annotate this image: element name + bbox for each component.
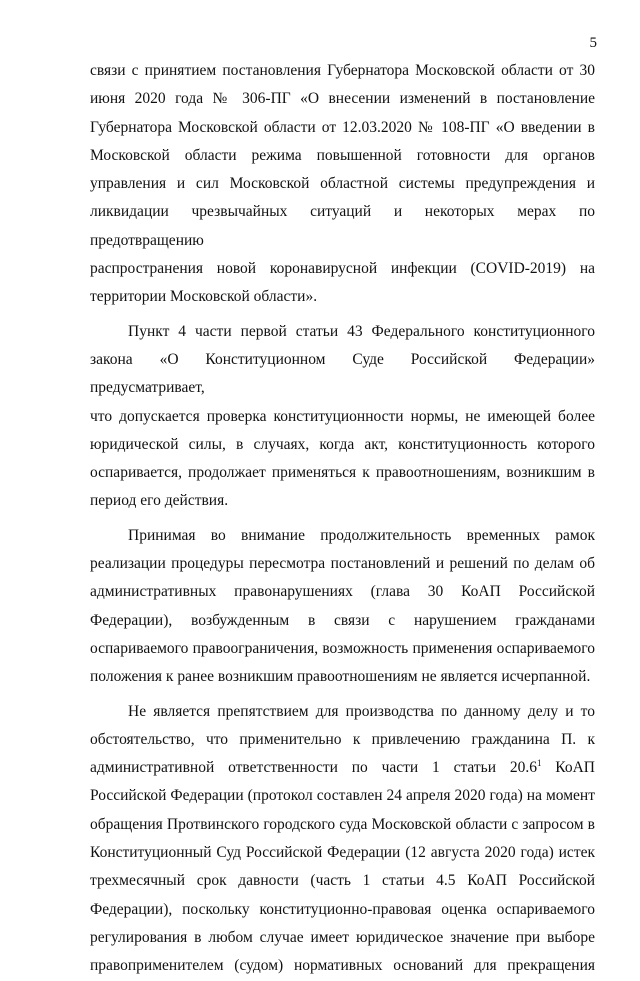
text-line: административных правонарушениях (глава 30 КоАП Российской bbox=[90, 583, 595, 601]
text-line: Губернатора Московской области от 12.03.2020 № 108-ПГ «О введении в bbox=[90, 118, 595, 136]
paragraph-4 bbox=[90, 698, 595, 981]
text-line: ликвидации чрезвычайных ситуаций и некоторых мерах по предотвращению bbox=[90, 203, 595, 249]
text-line: оспаривается, продолжает применяться к правоотношениям, возникшим в bbox=[90, 464, 595, 482]
text-line: реализации процедуры пересмотра постановлений и решений по делам об bbox=[90, 555, 595, 573]
text-line: что допускается проверка конституционности нормы, не имеющей более bbox=[90, 407, 595, 425]
text-line-with-footnote bbox=[90, 754, 595, 782]
text-line: Пункт 4 части первой статьи 43 Федерального конституционного bbox=[128, 322, 595, 340]
paragraph-2 bbox=[90, 318, 595, 516]
text-line: июня 2020 года № 306-ПГ «О внесении изменений в постановление bbox=[90, 90, 595, 108]
page-number: 5 bbox=[589, 35, 597, 51]
text-line: регулирования в любом случае имеет юридическое значение при выборе bbox=[90, 928, 595, 946]
text-line: Федерации), возбужденным в связи с нарушением гражданами bbox=[90, 611, 595, 629]
text-line: закона «О Конституционном Суде Российской Федерации» предусматривает, bbox=[90, 350, 595, 397]
text-line: Не является препятствием для производства по данному делу и то bbox=[128, 702, 595, 720]
text-line: юридической силы, в случаях, когда акт, конституционность которого bbox=[90, 435, 595, 453]
text-line: правоприменителем (судом) нормативных оснований для прекращения bbox=[90, 957, 595, 975]
text-line: Принимая во внимание продолжительность временных рамок bbox=[128, 526, 595, 544]
text-line: период его действия. bbox=[90, 492, 229, 510]
document-text bbox=[90, 57, 595, 981]
text-fragment: административной ответственности по части 1 статьи 20.6 bbox=[90, 759, 537, 777]
text-fragment: КоАП bbox=[541, 759, 595, 777]
text-line: оспариваемого правоограничения, возможность применения оспариваемого bbox=[90, 639, 595, 657]
footnote-marker: 1 bbox=[536, 757, 542, 768]
text-line: Российской Федерации (протокол составлен 24 апреля 2020 года) на момент bbox=[90, 787, 595, 805]
text-line: территории Московской области». bbox=[90, 288, 318, 306]
text-line: трехмесячный срок давности (часть 1 статьи 4.5 КоАП Российской bbox=[90, 872, 595, 890]
text-line: Конституционный Суд Российской Федерации (12 августа 2020 года) истек bbox=[90, 844, 595, 862]
text-line: управления и сил Московской областной системы предупреждения и bbox=[90, 175, 595, 193]
text-line: Федерации), поскольку конституционно-правовая оценка оспариваемого bbox=[90, 900, 595, 918]
paragraph-1 bbox=[90, 57, 595, 312]
text-line: обстоятельство, что применительно к привлечению гражданина П. к bbox=[90, 730, 595, 748]
text-line: положения к ранее возникшим правоотношениям не является исчерпанной. bbox=[90, 668, 591, 686]
text-line: обращения Протвинского городского суда Московской области с запросом в bbox=[90, 815, 595, 833]
paragraph-3 bbox=[90, 522, 595, 692]
text-line: связи с принятием постановления Губернатора Московской области от 30 bbox=[90, 62, 595, 79]
text-line: Московской области режима повышенной готовности для органов bbox=[90, 146, 595, 164]
text-line: распространения новой коронавирусной инфекции (COVID-2019) на bbox=[90, 260, 595, 278]
